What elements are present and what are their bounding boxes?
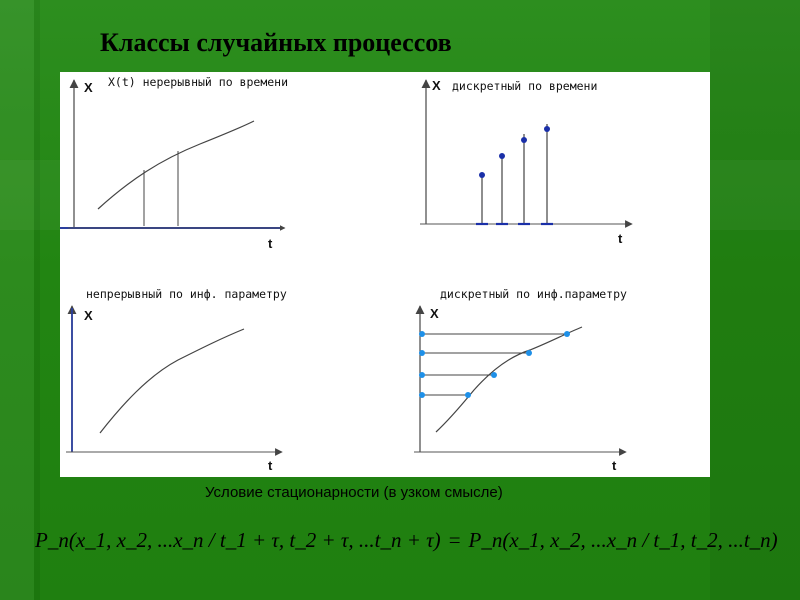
background-stripe: [710, 0, 800, 600]
sample-dot: [499, 153, 505, 159]
y-axis-label: X: [84, 308, 93, 323]
slide-title: Классы случайных процессов: [100, 28, 452, 57]
stationarity-condition-text: Условие стационарности (в узком смысле): [205, 484, 503, 501]
curve-dot: [526, 350, 532, 356]
curve-dot: [491, 372, 497, 378]
curve-dot: [564, 331, 570, 337]
panel-discrete-param: [414, 287, 627, 473]
continuous-curve: [98, 121, 254, 209]
panel-label: дискретный по времени: [452, 79, 598, 93]
x-axis-label: t: [268, 236, 273, 251]
curve-dot: [465, 392, 471, 398]
x-axis-label: t: [612, 458, 617, 473]
level-dot: [419, 372, 425, 378]
panel-label: непрерывный по инф. параметру: [86, 287, 287, 301]
x-axis-label: t: [268, 458, 273, 473]
level-dot: [419, 331, 425, 337]
panel-continuous-param: [66, 287, 287, 473]
panel-label: X(t) нерерывный по времени: [108, 75, 289, 89]
stationarity-formula: [35, 515, 778, 565]
continuous-curve: [100, 329, 244, 433]
y-axis-label: X: [84, 80, 93, 95]
panel-discrete-time: [420, 78, 632, 246]
level-dot: [419, 350, 425, 356]
panel-label: дискретный по инф.параметру: [440, 287, 627, 301]
background-stripe: [34, 0, 40, 600]
background-stripe: [0, 0, 34, 600]
sample-dot: [521, 137, 527, 143]
formula-left: P_n(x_1, x_2, ...x_n / t_1 + τ, t_2 + τ, ...t_n + τ): [35, 527, 441, 552]
y-axis-label: X: [432, 78, 441, 93]
formula-right: P_n(x_1, x_2, ...x_n / t_1, t_2, ...t_n): [468, 527, 778, 552]
level-dot: [419, 392, 425, 398]
continuous-curve: [436, 327, 582, 432]
panel-continuous-time: [60, 75, 288, 251]
y-axis-label: X: [430, 306, 439, 321]
diagram-panel: [60, 72, 710, 477]
sample-dot: [544, 126, 550, 132]
diagram-svg: [60, 72, 710, 477]
x-axis-label: t: [618, 231, 623, 246]
sample-dot: [479, 172, 485, 178]
formula-equals: =: [448, 527, 461, 552]
